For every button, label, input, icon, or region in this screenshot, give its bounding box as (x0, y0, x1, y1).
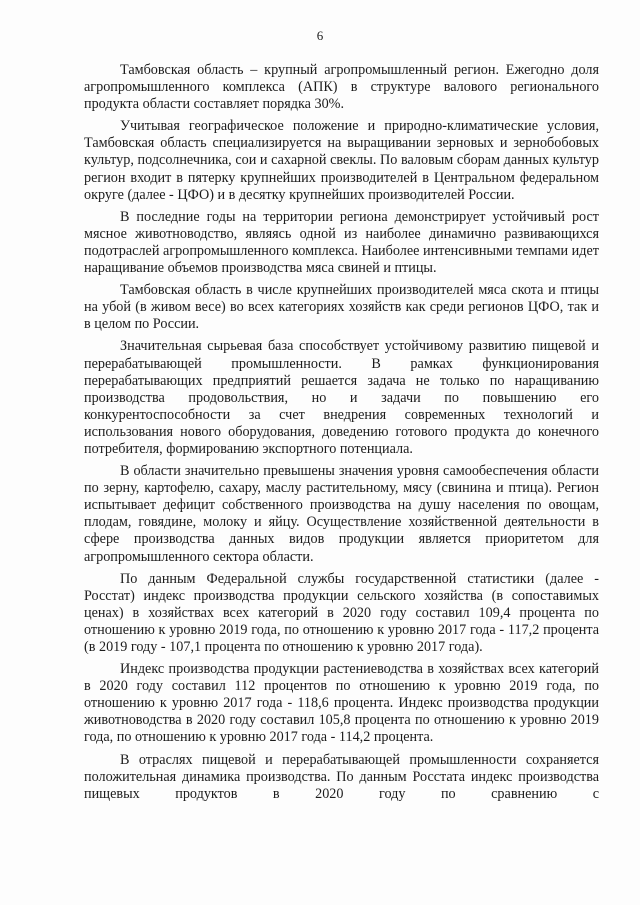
paragraph-livestock-growth: В последние годы на территории региона демонстрирует устойчивый рост мясное животноводство, являясь одной из наиболее динамично развивающихся подотраслей агропромышленного комплекса. Наиболее интенсивными темпами идет наращивание объемов производства мяса свиней и птицы. (84, 208, 599, 277)
page-number: 6 (316, 28, 324, 43)
paragraph-rosstat-agri-index: По данным Федеральной службы государственной статистики (далее - Росстат) индекс производства продукции сельского хозяйства (в сопоставимых ценах) в хозяйствах всех категорий в 2020 году составил 109,4 процента по отношению к уровню 2019 года, по отношению к уровню 2017 года - 117,2 процента (в 2019 году - 107,1 процента по отношению к уровню 2017 года). (84, 570, 599, 655)
paragraph-meat-producers: Тамбовская область в числе крупнейших производителей мяса скота и птицы на убой (в живом весе) во всех категориях хозяйств как среди регионов ЦФО, так и в целом по России. (84, 282, 599, 333)
paragraph-food-production-index: В отраслях пищевой и перерабатывающей промышленности сохраняется положительная динамика производства. По данным Росстата индекс производства пищевых продуктов в 2020 году по сравнению с (84, 751, 599, 802)
paragraph-crop-livestock-index: Индекс производства продукции растениеводства в хозяйствах всех категорий в 2020 году составил 112 процентов по отношению к уровню 2019 года, по отношению к уровню 2017 года - 118,6 процента. Индекс производства продукции животноводства в 2020 году составил 105,8 процента по отношению к уровню 2019 года, по отношению к уровню 2017 года - 114,2 процента. (84, 661, 599, 746)
document-body (84, 62, 599, 808)
paragraph-agro-region: Тамбовская область – крупный агропромышленный регион. Ежегодно доля агропромышленного комплекса (АПК) в структуре валового регионального продукта области составляет порядка 30%. (84, 62, 599, 113)
paragraph-food-industry: Значительная сырьевая база способствует устойчивому развитию пищевой и перерабатывающей промышленности. В рамках функционирования перерабатывающих предприятий решается задача не только по наращиванию производства продовольствия, но и задачи по повышению его конкурентоспособности за счет внедрения современных технологий и использования нового оборудования, доведению готового продукта до конечного потребителя, формированию экспортного потенциала. (84, 338, 599, 457)
paragraph-self-sufficiency: В области значительно превышены значения уровня самообеспечения области по зерну, картофелю, сахару, маслу растительному, мясу (свинина и птица). Регион испытывает дефицит собственного производства на душу населения по овощам, плодам, говядине, молоку и яйцу. Осуществление хозяйственной деятельности в сфере производства данных видов продукции является приоритетом для агропромышленного сектора области. (84, 463, 599, 565)
paragraph-crop-specialization: Учитывая географическое положение и природно-климатические условия, Тамбовская область специализируется на выращивании зерновых и зернобобовых культур, подсолнечника, сои и сахарной свеклы. По валовым сборам данных культур регион входит в пятерку крупнейших производителей в Центральном федеральном округе (далее - ЦФО) и в десятку крупнейших производителей России. (84, 118, 599, 203)
